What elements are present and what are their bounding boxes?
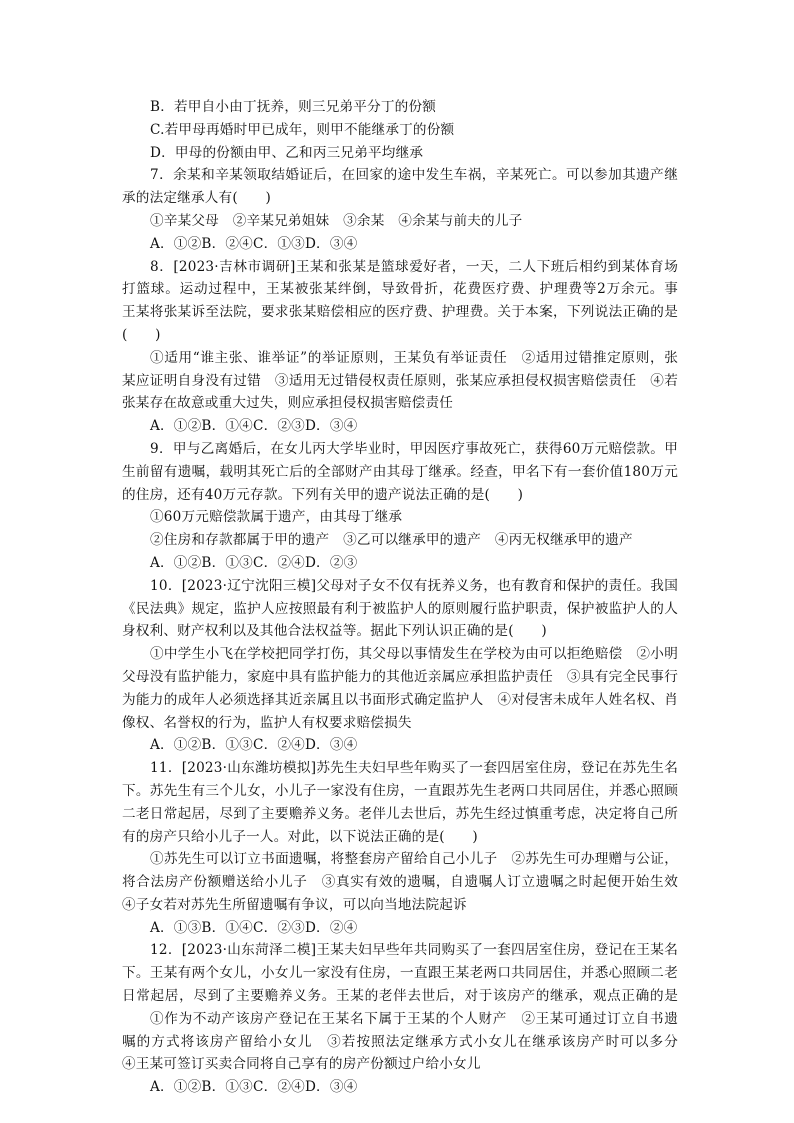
text-line: A．①③B．①④C．②③D．②④ xyxy=(150,919,358,936)
text-line: A．①②B．①③C．②④D．③④ xyxy=(150,737,358,754)
text-line: ①作为不动产该房产登记在王某名下属于王某的个人财产 ②王某可通过订立自书遗 xyxy=(150,1010,678,1027)
text-line: C.若甲母再婚时甲已成年，则甲不能继承丁的份额 xyxy=(150,121,455,138)
text-line: 的住房，还有40万元存款。下列有关甲的遗产说法正确的是( ) xyxy=(122,486,524,503)
text-line: A．①②B．②④C．①③D．③④ xyxy=(150,235,358,252)
text-line: 12．[2023·山东菏泽二模]王某夫妇早些年共同购买了一套四居室住房，登记在王某名 xyxy=(150,942,678,959)
text-line: A．①②B．①④C．②③D．③④ xyxy=(150,418,358,435)
text-line: ①苏先生可以订立书面遗嘱，将整套房产留给自己小儿子 ②苏先生可办理赠与公证， xyxy=(150,851,678,868)
text-line: 承的法定继承人有( ) xyxy=(122,190,271,207)
text-line: ①60万元赔偿款属于遗产，由其母丁继承 xyxy=(150,509,403,526)
text-line: 《民法典》规定，监护人应按照最有利于被监护人的原则履行监护职责，保护被监护人的人 xyxy=(122,600,678,617)
text-line: 某应证明自身没有过错 ③适用无过错侵权责任原则，张某应承担侵权损害赔偿责任 ④若 xyxy=(122,372,678,389)
text-line: 11．[2023·山东潍坊模拟]苏先生夫妇早些年购买了一套四居室住房，登记在苏先生名 xyxy=(150,760,678,777)
text-line: 下。苏先生有三个儿女，小儿子一家没有住房，一直跟苏先生老两口共同居住，并悉心照顾 xyxy=(122,782,678,799)
text-line: 日常起居，尽到了主要赡养义务。王某的老伴去世后，对于该房产的继承，观点正确的是 xyxy=(122,988,678,1005)
text-line: 7．余某和辛某领取结婚证后，在回家的途中发生车祸，辛某死亡。可以参加其遗产继 xyxy=(150,167,678,184)
text-line: 为能力的成年人必须选择其近亲属且以书面形式确定监护人 ④对侵害未成年人姓名权、肖 xyxy=(122,691,678,708)
text-line: ①中学生小飞在学校把同学打伤，其父母以事情发生在学校为由可以拒绝赔偿 ②小明 xyxy=(150,646,678,663)
text-line: A．①②B．①③C．②④D．③④ xyxy=(150,1079,358,1096)
text-line: 打篮球。运动过程中，王某被张某绊倒，导致骨折，花费医疗费、护理费等2万余元。事 xyxy=(122,281,678,298)
document-page xyxy=(122,96,678,1099)
text-line: 二老日常起居，尽到了主要赡养义务。老伴儿去世后，苏先生经过慎重考虑，决定将自己所 xyxy=(122,805,678,822)
text-line: ②住房和存款都属于甲的遗产 ③乙可以继承甲的遗产 ④丙无权继承甲的遗产 xyxy=(150,532,633,549)
text-line: B．若甲自小由丁抚养，则三兄弟平分丁的份额 xyxy=(150,99,437,115)
text-line: A．①②B．①③C．②④D．②③ xyxy=(150,554,358,571)
text-line: 有的房产只给小儿子一人。对此，以下说法正确的是( ) xyxy=(122,828,478,845)
text-line: ④子女若对苏先生所留遗嘱有争议，可以向当地法院起诉 xyxy=(122,896,467,913)
text-line: 8．[2023·吉林市调研]王某和张某是篮球爱好者，一天，二人下班后相约到某体育场 xyxy=(150,258,678,275)
text-line: ①适用“谁主张、谁举证”的举证原则，王某负有举证责任 ②适用过错推定原则，张 xyxy=(150,349,678,366)
text-line: ①辛某父母 ②辛某兄弟姐妹 ③余某 ④余某与前夫的儿子 xyxy=(150,212,523,229)
text-line: 身权利、财产权利以及其他合法权益等。据此下列认识正确的是( ) xyxy=(122,623,547,640)
text-line: 10．[2023·辽宁沈阳三模]父母对子女不仅有抚养义务，也有教育和保护的责任。我国 xyxy=(150,577,678,594)
text-line: 张某存在故意或重大过失，则应承担侵权损害赔偿责任 xyxy=(122,395,454,412)
text-line: 9．甲与乙离婚后，在女儿丙大学毕业时，甲因医疗事故死亡，获得60万元赔偿款。甲 xyxy=(150,440,678,457)
text-line: 父母没有监护能力，家庭中具有监护能力的其他近亲属应承担监护责任 ③具有完全民事行 xyxy=(122,668,678,685)
text-line: 嘱的方式将该房产留给小女儿 ③若按照法定继承方式小女儿在继承该房产时可以多分 xyxy=(122,1033,678,1050)
text-line: D．甲母的份额由甲、乙和丙三兄弟平均继承 xyxy=(150,144,424,161)
text-line: 将合法房产份额赠送给小儿子 ③真实有效的遗嘱，自遗嘱人订立遗嘱之时起便开始生效 xyxy=(122,874,678,891)
text-line: 像权、名誉权的行为，监护人有权要求赔偿损失 xyxy=(122,714,412,731)
text-line: 下。王某有两个女儿，小女儿一家没有住房，一直跟王某老两口共同居住，并悉心照顾二老 xyxy=(122,965,678,982)
text-line: 王某将张某诉至法院，要求张某赔偿相应的医疗费、护理费。关于本案，下列说法正确的是 xyxy=(122,304,678,321)
text-line: ④王某可签订买卖合同将自己享有的房产份额过户给小女儿 xyxy=(122,1056,481,1073)
text-line: ( ) xyxy=(122,326,161,343)
text-line: 生前留有遗嘱，载明其死亡后的全部财产由其母丁继承。经查，甲名下有一套价值180万元 xyxy=(122,463,678,480)
